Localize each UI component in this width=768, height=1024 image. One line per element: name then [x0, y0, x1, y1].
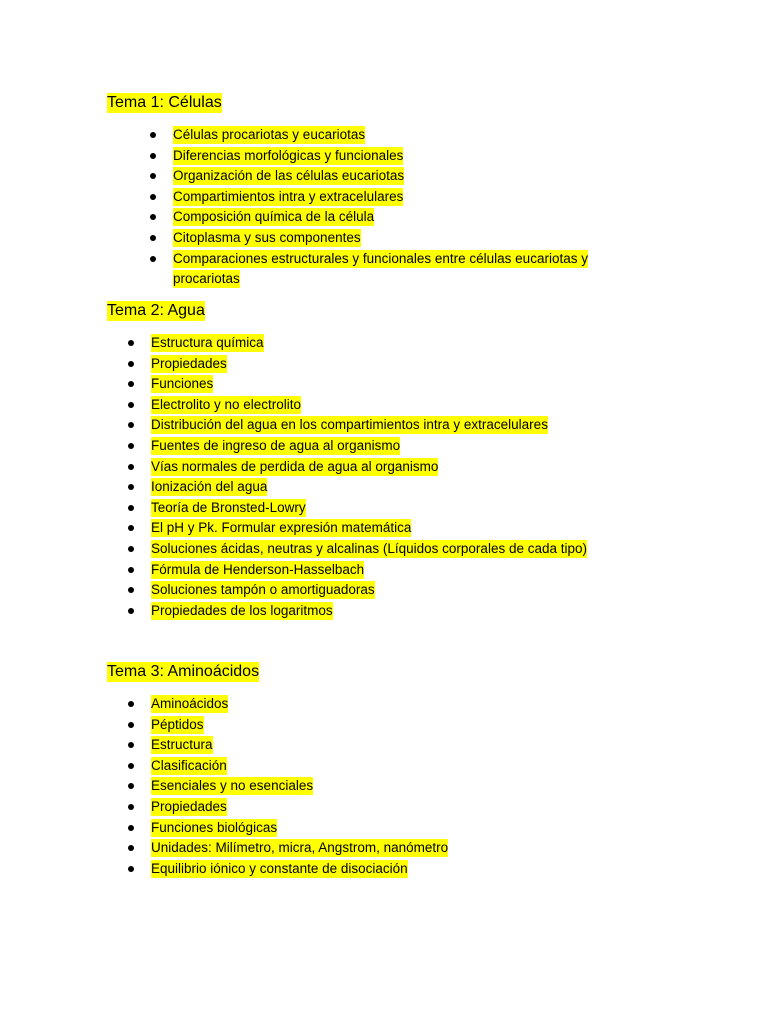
list-item [128, 560, 648, 581]
list-item [128, 818, 648, 839]
list-item [128, 539, 648, 560]
bullet-icon [128, 756, 140, 775]
bullet-icon [128, 560, 140, 579]
list-item [128, 735, 648, 756]
section-title [107, 300, 205, 322]
list-item-text: Comparaciones estructurales y funcionales entre células eucariotas y procariotas [173, 250, 588, 287]
list-item-text: Soluciones tampón o amortiguadoras [151, 582, 375, 598]
bullet-icon [128, 374, 140, 393]
list-item [128, 797, 648, 818]
bullet-icon [150, 249, 162, 268]
list-item [128, 756, 648, 777]
list-item-text: Propiedades [151, 798, 227, 814]
list-item-text: Composición química de la célula [173, 209, 375, 225]
list-item-text: Estructura [151, 737, 213, 753]
bullet-icon [128, 436, 140, 455]
list-item-text: Péptidos [151, 716, 204, 732]
list-item-text: Propiedades de los logaritmos [151, 602, 333, 618]
bullet-icon [150, 228, 162, 247]
list-item [128, 859, 648, 880]
list-item [128, 374, 648, 395]
list-item [128, 498, 648, 519]
list-item [128, 838, 648, 859]
list-item-text: Células procariotas y eucariotas [173, 127, 366, 142]
list-item [128, 436, 648, 457]
bullet-list [128, 333, 648, 621]
list-item-text: Electrolito y no electrolito [151, 396, 302, 412]
list-item-text: Fuentes de ingreso de agua al organismo [151, 437, 401, 453]
list-item [150, 207, 610, 228]
list-item-text: Diferencias morfológicas y funcionales [173, 147, 404, 163]
section-title-text: Tema 2: Agua [107, 302, 205, 319]
list-item [128, 776, 648, 797]
list-item [150, 228, 610, 249]
bullet-icon [128, 518, 140, 537]
bullet-list [150, 125, 610, 290]
bullet-list [128, 694, 648, 879]
section-title [107, 661, 259, 683]
bullet-icon [128, 838, 140, 857]
bullet-icon [128, 354, 140, 373]
bullet-icon [128, 333, 140, 352]
list-item-text: Citoplasma y sus componentes [173, 229, 361, 245]
section-title [107, 92, 222, 114]
bullet-icon [128, 415, 140, 434]
list-item [128, 715, 648, 736]
bullet-icon [128, 715, 140, 734]
bullet-icon [128, 694, 140, 713]
list-item [128, 457, 648, 478]
list-item [128, 354, 648, 375]
list-item-text: Funciones [151, 376, 214, 392]
list-item [128, 518, 648, 539]
list-item-text: Vías normales de perdida de agua al organismo [151, 458, 439, 474]
list-item [150, 166, 610, 187]
list-item-text: Aminoácidos [151, 696, 229, 711]
list-item-text: Unidades: Milímetro, micra, Angstrom, nanómetro [151, 840, 449, 856]
list-item-text: Teoría de Bronsted-Lowry [151, 499, 306, 515]
list-item [150, 125, 610, 146]
list-item-text: Propiedades [151, 355, 227, 371]
bullet-icon [128, 859, 140, 878]
list-item-text: Esenciales y no esenciales [151, 778, 314, 794]
section-title-text: Tema 3: Aminoácidos [107, 663, 260, 680]
list-item [128, 477, 648, 498]
list-item-text: Fórmula de Henderson-Hasselbach [151, 561, 365, 577]
list-item [128, 694, 648, 715]
list-item-text: Equilibrio iónico y constante de disociación [151, 860, 408, 876]
list-item-text: Organización de las células eucariotas [173, 168, 405, 184]
bullet-icon [150, 125, 162, 144]
bullet-icon [128, 539, 140, 558]
list-item [128, 580, 648, 601]
bullet-icon [128, 477, 140, 496]
list-item [128, 415, 648, 436]
bullet-icon [128, 498, 140, 517]
bullet-icon [128, 601, 140, 620]
list-item-text: Funciones biológicas [151, 819, 278, 835]
list-item-text: Compartimientos intra y extracelulares [173, 188, 404, 204]
list-item [150, 249, 610, 290]
list-item [150, 146, 610, 167]
bullet-icon [128, 580, 140, 599]
bullet-icon [128, 818, 140, 837]
list-item-text: El pH y Pk. Formular expresión matemática [151, 520, 412, 536]
bullet-icon [128, 776, 140, 795]
list-item [128, 601, 648, 622]
bullet-icon [150, 187, 162, 206]
list-item [128, 333, 648, 354]
list-item-text: Soluciones ácidas, neutras y alcalinas (Líquidos corporales de cada tipo) [151, 540, 588, 556]
bullet-icon [128, 395, 140, 414]
bullet-icon [150, 207, 162, 226]
bullet-icon [150, 146, 162, 165]
section-title-text: Tema 1: Células [107, 94, 222, 111]
bullet-icon [150, 166, 162, 185]
list-item-text: Estructura química [151, 335, 264, 350]
list-item-text: Clasificación [151, 757, 227, 773]
list-item-text: Ionización del agua [151, 479, 268, 495]
bullet-icon [128, 735, 140, 754]
list-item [128, 395, 648, 416]
list-item-text: Distribución del agua en los compartimientos intra y extracelulares [151, 417, 548, 433]
bullet-icon [128, 797, 140, 816]
bullet-icon [128, 457, 140, 476]
list-item [150, 187, 610, 208]
